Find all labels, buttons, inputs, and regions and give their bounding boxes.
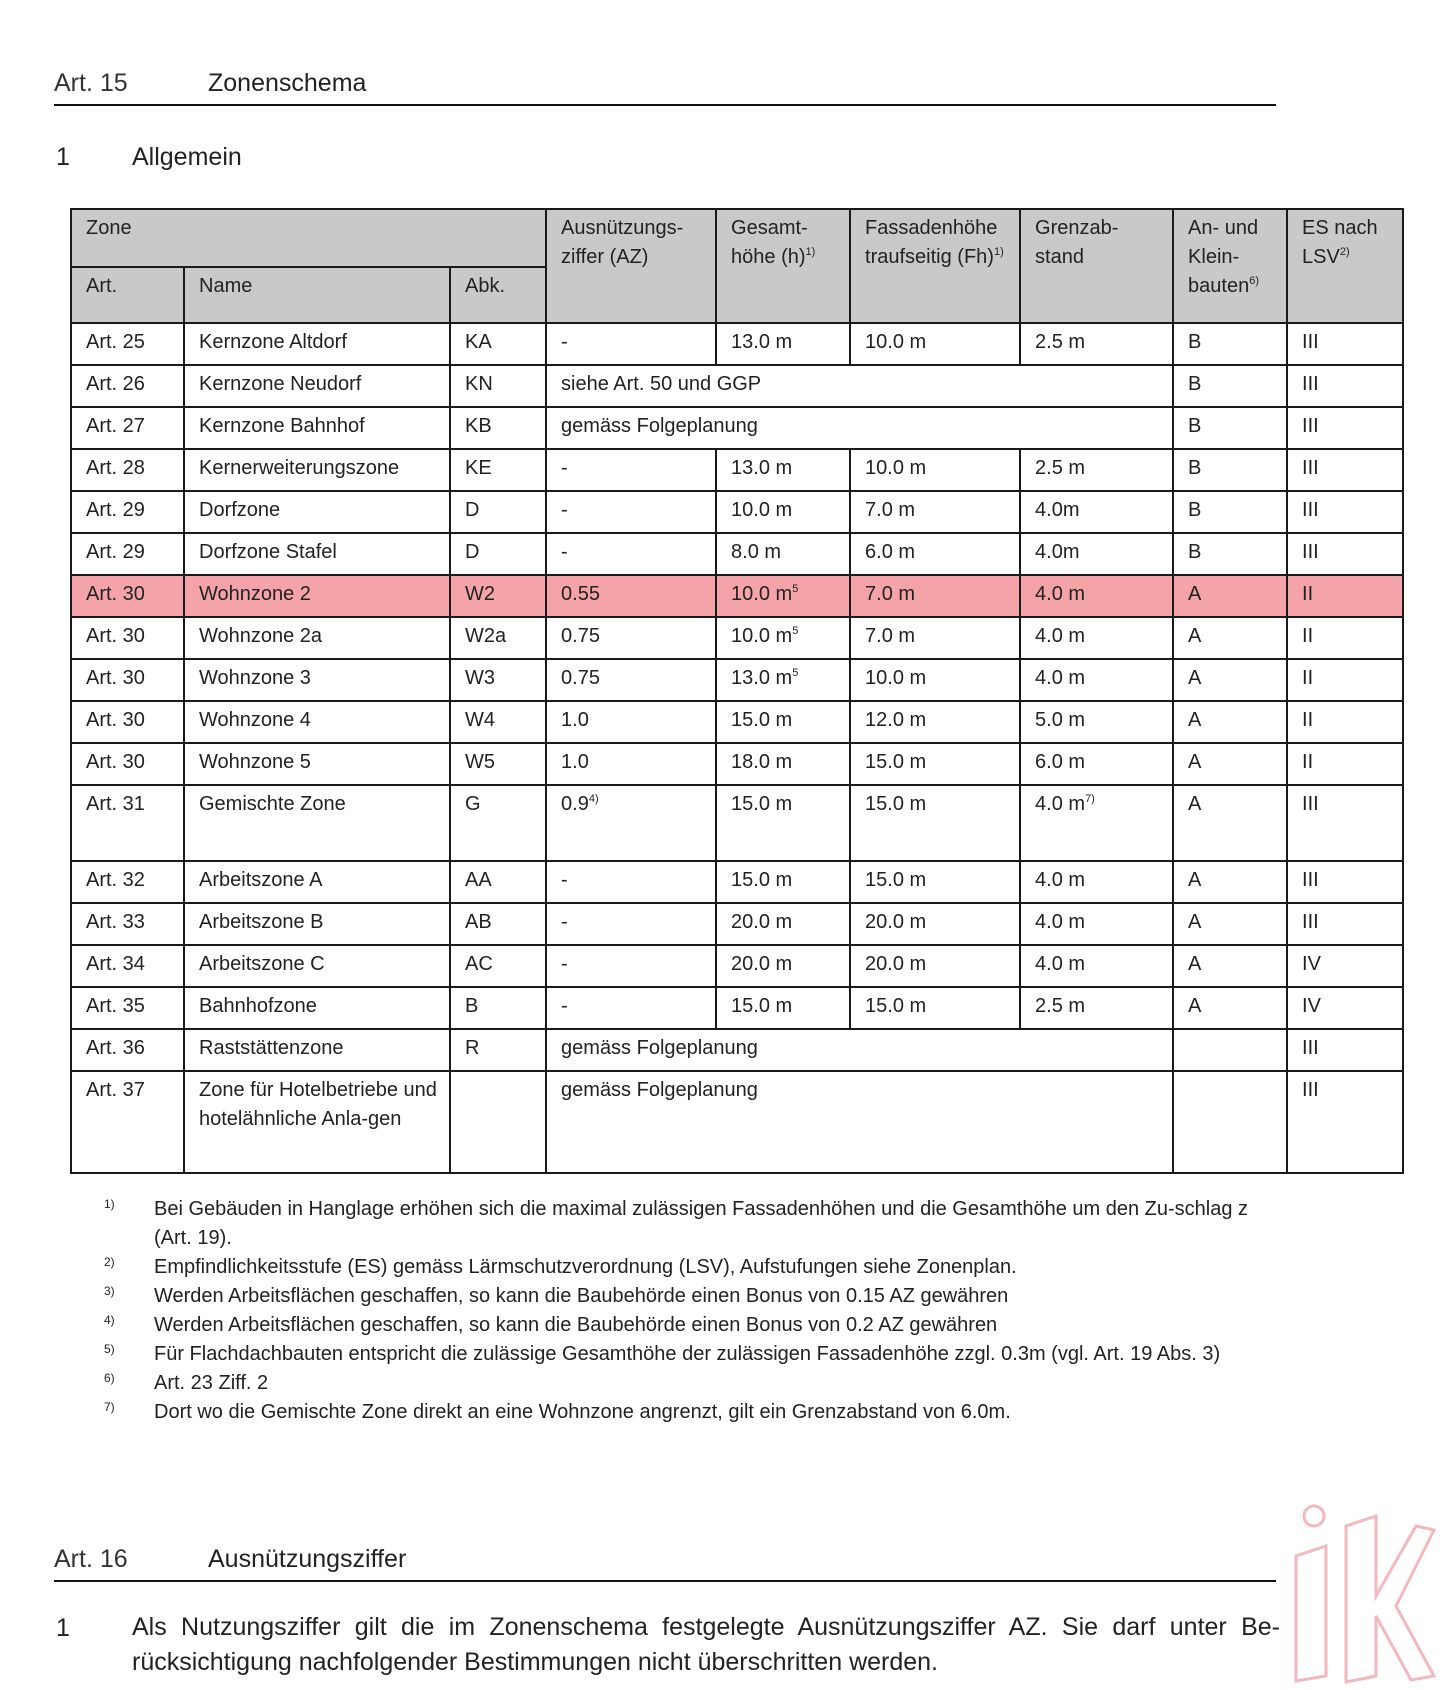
table-row	[71, 987, 1403, 1029]
cell-abk: AB	[450, 903, 546, 945]
cell-gesamthoehe: 18.0 m	[716, 743, 850, 785]
header-zone: Zone	[71, 209, 546, 267]
cell-name: Bahnhofzone	[184, 987, 450, 1029]
table-row	[71, 407, 1403, 449]
table-row	[71, 1029, 1403, 1071]
cell-name: Wohnzone 5	[184, 743, 450, 785]
table-row	[71, 533, 1403, 575]
cell-fassadenhoehe: 7.0 m	[850, 617, 1020, 659]
header-abk: Abk.	[450, 267, 546, 323]
table-row	[71, 743, 1403, 785]
cell-az: -	[546, 945, 716, 987]
footnote	[100, 1398, 1280, 1427]
cell-abk: D	[450, 533, 546, 575]
table-row	[71, 903, 1403, 945]
article-title: Zonenschema	[208, 69, 367, 97]
table-row	[71, 491, 1403, 533]
footnote-text: Werden Arbeitsflächen geschaffen, so kann die Baubehörde einen Bonus von 0.2 AZ gewähren	[154, 1314, 998, 1336]
cell-kleinbauten: A	[1173, 987, 1287, 1029]
logo-watermark	[1286, 1486, 1436, 1686]
cell-gesamthoehe: 10.0 $m^5$	[716, 575, 850, 617]
cell-grenzabstand: 2.5 m	[1020, 323, 1173, 365]
cell-name: Zone für Hotelbetriebe und hotelähnliche Anla-gen	[184, 1071, 450, 1173]
cell-name: Arbeitszone A	[184, 861, 450, 903]
cell-grenzabstand: 4.0 m	[1020, 903, 1173, 945]
cell-gesamthoehe: 20.0 m	[716, 945, 850, 987]
cell-grenzabstand: 2.5 m	[1020, 449, 1173, 491]
cell-fassadenhoehe: 10.0 m	[850, 449, 1020, 491]
cell-abk: AC	[450, 945, 546, 987]
cell-name: Wohnzone 3	[184, 659, 450, 701]
header-gesamthoehe: Gesamt-höhe $(h)^{1)}$	[716, 209, 850, 323]
cell-abk: KE	[450, 449, 546, 491]
header-az: Ausnützungs-ziffer (AZ)	[546, 209, 716, 323]
footnote	[100, 1195, 1280, 1253]
cell-kleinbauten: B	[1173, 491, 1287, 533]
cell-grenzabstand: 4.0 m	[1020, 617, 1173, 659]
cell-abk	[450, 1071, 546, 1173]
cell-kleinbauten: B	[1173, 365, 1287, 407]
cell-gesamthoehe: 13.0 $m^5$	[716, 659, 850, 701]
cell-kleinbauten: A	[1173, 945, 1287, 987]
footnote-mark: 7)	[104, 1400, 115, 1414]
cell-es: III	[1287, 1029, 1403, 1071]
cell-art: Art. 31	[71, 785, 184, 861]
cell-fassadenhoehe: 12.0 m	[850, 701, 1020, 743]
table-row	[71, 1071, 1403, 1173]
cell-name: Kernzone Bahnhof	[184, 407, 450, 449]
cell-es: II	[1287, 743, 1403, 785]
cell-az: 0.55	[546, 575, 716, 617]
cell-grenzabstand: 4.0m	[1020, 533, 1173, 575]
cell-grenzabstand: 4.0 m	[1020, 945, 1173, 987]
cell-fassadenhoehe: 10.0 m	[850, 323, 1020, 365]
article-number: Art. 15	[54, 69, 128, 97]
cell-merged-note: gemäss Folgeplanung	[546, 1071, 1173, 1173]
table-row	[71, 659, 1403, 701]
cell-abk: G	[450, 785, 546, 861]
cell-es: III	[1287, 407, 1403, 449]
cell-kleinbauten: A	[1173, 861, 1287, 903]
cell-grenzabstand: 4.0 m	[1020, 861, 1173, 903]
cell-gesamthoehe: 15.0 m	[716, 861, 850, 903]
footnotes	[100, 1195, 1280, 1427]
cell-az: -	[546, 533, 716, 575]
cell-az: 0.75	[546, 617, 716, 659]
cell-es: III	[1287, 491, 1403, 533]
cell-kleinbauten: A	[1173, 575, 1287, 617]
footnote-text: Empfindlichkeitsstufe (ES) gemäss Lärmschutzverordnung (LSV), Aufstufungen siehe Zonenplan.	[154, 1256, 1017, 1278]
cell-az: -	[546, 449, 716, 491]
cell-merged-note: siehe Art. 50 und GGP	[546, 365, 1173, 407]
table-row	[71, 449, 1403, 491]
footnote	[100, 1282, 1280, 1311]
cell-name: Dorfzone Stafel	[184, 533, 450, 575]
cell-abk: W2	[450, 575, 546, 617]
footnote-text: Art. 23 Ziff. 2	[154, 1372, 269, 1394]
footnote-text: Werden Arbeitsflächen geschaffen, so kann die Baubehörde einen Bonus von 0.15 AZ gewähren	[154, 1285, 1009, 1307]
cell-gesamthoehe: 8.0 m	[716, 533, 850, 575]
table-row	[71, 861, 1403, 903]
header-kleinbauten: An- und Klein-bauten$^{6)}$	[1173, 209, 1287, 323]
cell-az: -	[546, 323, 716, 365]
cell-es: III	[1287, 533, 1403, 575]
cell-kleinbauten: A	[1173, 903, 1287, 945]
cell-merged-note: gemäss Folgeplanung	[546, 407, 1173, 449]
table-row	[71, 785, 1403, 861]
cell-es: IV	[1287, 945, 1403, 987]
cell-abk: AA	[450, 861, 546, 903]
cell-kleinbauten: B	[1173, 323, 1287, 365]
cell-fassadenhoehe: 15.0 m	[850, 861, 1020, 903]
cell-art: Art. 26	[71, 365, 184, 407]
cell-grenzabstand: 2.5 m	[1020, 987, 1173, 1029]
cell-kleinbauten	[1173, 1071, 1287, 1173]
cell-grenzabstand: 5.0 m	[1020, 701, 1173, 743]
cell-kleinbauten: B	[1173, 407, 1287, 449]
cell-abk: KN	[450, 365, 546, 407]
cell-es: III	[1287, 1071, 1403, 1173]
paragraph-number: 1	[56, 1614, 70, 1642]
section-title: Allgemein	[132, 143, 242, 171]
cell-grenzabstand: 4.0m	[1020, 491, 1173, 533]
table-row	[71, 365, 1403, 407]
footnote	[100, 1311, 1280, 1340]
cell-kleinbauten: B	[1173, 449, 1287, 491]
cell-az: 1.0	[546, 701, 716, 743]
article-15-heading	[54, 52, 1276, 106]
cell-abk: KA	[450, 323, 546, 365]
table-row	[71, 323, 1403, 365]
cell-gesamthoehe: 15.0 m	[716, 701, 850, 743]
cell-fassadenhoehe: 6.0 m	[850, 533, 1020, 575]
footnote-mark: 6)	[104, 1371, 115, 1385]
cell-az: 0.9$^{4)}$	[546, 785, 716, 861]
cell-name: Kernerweiterungszone	[184, 449, 450, 491]
article-number: Art. 16	[54, 1545, 128, 1573]
table-row	[71, 617, 1403, 659]
cell-merged-note: gemäss Folgeplanung	[546, 1029, 1173, 1071]
cell-art: Art. 27	[71, 407, 184, 449]
footnote-mark: 3)	[104, 1284, 115, 1298]
header-fassadenhoehe: Fassadenhöhe traufseitig $(Fh)^{1)}$	[850, 209, 1020, 323]
cell-grenzabstand: 6.0 m	[1020, 743, 1173, 785]
article-title: Ausnützungsziffer	[208, 1545, 407, 1573]
cell-fassadenhoehe: 20.0 m	[850, 903, 1020, 945]
cell-art: Art. 37	[71, 1071, 184, 1173]
table-row	[71, 945, 1403, 987]
section-number: 1	[56, 143, 70, 171]
cell-es: III	[1287, 365, 1403, 407]
cell-art: Art. 30	[71, 617, 184, 659]
cell-art: Art. 33	[71, 903, 184, 945]
footnote-mark: 1)	[104, 1197, 115, 1211]
footnote	[100, 1253, 1280, 1282]
cell-es: III	[1287, 861, 1403, 903]
cell-es: II	[1287, 617, 1403, 659]
table-row	[71, 701, 1403, 743]
cell-az: -	[546, 987, 716, 1029]
cell-fassadenhoehe: 7.0 m	[850, 575, 1020, 617]
footnote-mark: 4)	[104, 1313, 115, 1327]
cell-es: III	[1287, 785, 1403, 861]
cell-kleinbauten: A	[1173, 659, 1287, 701]
cell-kleinbauten: A	[1173, 743, 1287, 785]
cell-fassadenhoehe: 7.0 m	[850, 491, 1020, 533]
cell-abk: W3	[450, 659, 546, 701]
cell-es: IV	[1287, 987, 1403, 1029]
cell-name: Kernzone Altdorf	[184, 323, 450, 365]
cell-az: 1.0	[546, 743, 716, 785]
cell-grenzabstand: 4.0 m	[1020, 659, 1173, 701]
footnote	[100, 1369, 1280, 1398]
cell-gesamthoehe: 20.0 m	[716, 903, 850, 945]
cell-name: Arbeitszone B	[184, 903, 450, 945]
cell-name: Arbeitszone C	[184, 945, 450, 987]
cell-gesamthoehe: 10.0 $m^5$	[716, 617, 850, 659]
cell-name: Raststättenzone	[184, 1029, 450, 1071]
cell-es: III	[1287, 323, 1403, 365]
cell-name: Wohnzone 4	[184, 701, 450, 743]
zone-schema-table	[70, 208, 1404, 1174]
cell-name: Dorfzone	[184, 491, 450, 533]
cell-gesamthoehe: 13.0 m	[716, 323, 850, 365]
cell-art: Art. 36	[71, 1029, 184, 1071]
header-grenzabstand: Grenzab-stand	[1020, 209, 1173, 323]
cell-fassadenhoehe: 20.0 m	[850, 945, 1020, 987]
header-name: Name	[184, 267, 450, 323]
footnote-mark: 5)	[104, 1342, 115, 1356]
cell-kleinbauten: A	[1173, 785, 1287, 861]
cell-art: Art. 30	[71, 659, 184, 701]
cell-az: -	[546, 491, 716, 533]
cell-az: -	[546, 903, 716, 945]
cell-fassadenhoehe: 15.0 m	[850, 743, 1020, 785]
header-art: Art.	[71, 267, 184, 323]
footnote-text: Dort wo die Gemischte Zone direkt an eine Wohnzone angrenzt, gilt ein Grenzabstand von 6.0m.	[154, 1401, 1011, 1423]
footnote-text: Bei Gebäuden in Hanglage erhöhen sich die maximal zulässigen Fassadenhöhen und die Gesamthöhe um den Zu-schlag z (Art. 19).	[154, 1198, 1249, 1249]
cell-fassadenhoehe: 15.0 m	[850, 987, 1020, 1029]
cell-fassadenhoehe: 15.0 m	[850, 785, 1020, 861]
cell-gesamthoehe: 15.0 m	[716, 785, 850, 861]
cell-art: Art. 35	[71, 987, 184, 1029]
cell-es: II	[1287, 575, 1403, 617]
cell-art: Art. 29	[71, 491, 184, 533]
cell-az: -	[546, 861, 716, 903]
cell-art: Art. 28	[71, 449, 184, 491]
cell-art: Art. 30	[71, 743, 184, 785]
cell-abk: KB	[450, 407, 546, 449]
cell-kleinbauten: A	[1173, 701, 1287, 743]
cell-art: Art. 29	[71, 533, 184, 575]
cell-name: Wohnzone 2a	[184, 617, 450, 659]
cell-abk: W4	[450, 701, 546, 743]
cell-abk: W5	[450, 743, 546, 785]
cell-gesamthoehe: 15.0 m	[716, 987, 850, 1029]
cell-name: Kernzone Neudorf	[184, 365, 450, 407]
cell-az: 0.75	[546, 659, 716, 701]
cell-kleinbauten: A	[1173, 617, 1287, 659]
cell-abk: R	[450, 1029, 546, 1071]
cell-abk: W2a	[450, 617, 546, 659]
cell-gesamthoehe: 10.0 m	[716, 491, 850, 533]
cell-es: III	[1287, 903, 1403, 945]
table-row	[71, 575, 1403, 617]
cell-art: Art. 25	[71, 323, 184, 365]
paragraph-text: Als Nutzungsziffer gilt die im Zonenschema festgelegte Ausnützungsziffer AZ. Sie darf unter Be-rücksichtigung nachfolgender Bestimmungen nicht überschritten werden.	[132, 1613, 1280, 1676]
cell-abk: D	[450, 491, 546, 533]
header-es: ES nach LSV$^{2)}$	[1287, 209, 1403, 323]
cell-gesamthoehe: 13.0 m	[716, 449, 850, 491]
footnote	[100, 1340, 1280, 1369]
zone-table-body	[71, 323, 1403, 1173]
article-16-heading	[54, 1528, 1276, 1582]
cell-grenzabstand: 4.0 m	[1020, 575, 1173, 617]
cell-name: Gemischte Zone	[184, 785, 450, 861]
cell-art: Art. 30	[71, 575, 184, 617]
cell-art: Art. 30	[71, 701, 184, 743]
cell-abk: B	[450, 987, 546, 1029]
cell-grenzabstand: 4.0 $m^{7)}$	[1020, 785, 1173, 861]
footnote-text: Für Flachdachbauten entspricht die zulässige Gesamthöhe der zulässigen Fassadenhöhe zzgl. 0.3m (vgl. Art. 19 Abs. 3)	[154, 1343, 1221, 1365]
cell-es: II	[1287, 701, 1403, 743]
cell-es: III	[1287, 449, 1403, 491]
cell-art: Art. 32	[71, 861, 184, 903]
cell-kleinbauten: B	[1173, 533, 1287, 575]
cell-name: Wohnzone 2	[184, 575, 450, 617]
cell-kleinbauten	[1173, 1029, 1287, 1071]
cell-art: Art. 34	[71, 945, 184, 987]
cell-es: II	[1287, 659, 1403, 701]
cell-fassadenhoehe: 10.0 m	[850, 659, 1020, 701]
footnote-mark: 2)	[104, 1255, 115, 1269]
